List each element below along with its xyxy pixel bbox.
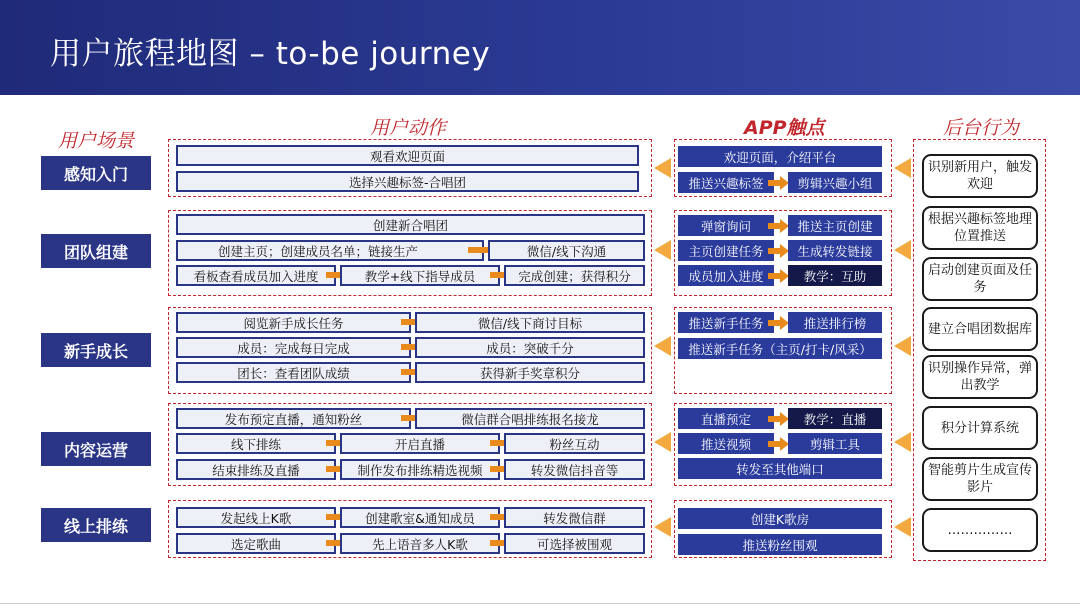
- action-step: 微信群合唱排练报名接龙: [415, 408, 645, 429]
- touchpoint: 推送新手任务: [678, 312, 774, 333]
- touchpoint: 直播预定: [678, 408, 774, 429]
- footer-divider: [0, 603, 1080, 604]
- scene-content-operation: 内容运营: [41, 432, 151, 466]
- column-heading-backend: 后台行为: [943, 117, 1020, 139]
- backend-box: 智能剪片生成宣传影片: [922, 457, 1038, 501]
- action-step: 获得新手奖章积分: [415, 362, 645, 383]
- backend-box: ……………: [922, 508, 1038, 552]
- scene-awareness: 感知入门: [41, 156, 151, 190]
- page-title: 用户旅程地图 – to-be journey: [50, 36, 491, 72]
- scene-online-rehearsal: 线上排练: [41, 508, 151, 542]
- touchpoint: 弹窗询问: [678, 215, 774, 236]
- column-heading-action: 用户动作: [370, 117, 447, 139]
- action-step: 教学+线下指导成员: [340, 265, 500, 286]
- action-step: 粉丝互动: [504, 433, 645, 454]
- action-step: 成员：完成每日完成: [176, 337, 411, 358]
- touchpoint: 欢迎页面，介绍平台: [678, 146, 882, 167]
- arrow-left-icon: [894, 336, 911, 356]
- arrow-left-icon: [654, 432, 671, 452]
- column-heading-touch: APP触点: [744, 117, 825, 139]
- action-step: 微信/线下商讨目标: [415, 312, 645, 333]
- touchpoint: 教学：互助: [788, 265, 882, 286]
- action-step: 选择兴趣标签-合唱团: [176, 171, 639, 192]
- action-step: 观看欢迎页面: [176, 145, 639, 166]
- action-step: 转发微信群: [504, 507, 645, 528]
- arrow-left-icon: [654, 240, 671, 260]
- action-step: 转发微信抖音等: [504, 459, 645, 480]
- action-step: 选定歌曲: [176, 533, 336, 554]
- backend-box: 启动创建页面及任务: [922, 257, 1038, 301]
- arrow-right-icon: [768, 269, 788, 283]
- arrow-right-icon: [768, 219, 788, 233]
- action-step: 完成创建；获得积分: [504, 265, 645, 286]
- arrow-left-icon: [894, 158, 911, 178]
- action-step: 先上语音多人K歌: [340, 533, 500, 554]
- backend-box: 建立合唱团数据库: [922, 307, 1038, 351]
- action-step: 看板查看成员加入进度: [176, 265, 336, 286]
- touchpoint: 教学：直播: [788, 408, 882, 429]
- touchpoint: 推送主页创建: [788, 215, 882, 236]
- arrow-left-icon: [654, 336, 671, 356]
- backend-box: 识别操作异常，弹出教学: [922, 355, 1038, 399]
- arrow-left-icon: [894, 432, 911, 452]
- arrow-left-icon: [654, 158, 671, 178]
- action-step: 创建主页；创建成员名单；链接生产: [176, 240, 484, 261]
- column-heading-scene: 用户场景: [58, 130, 135, 152]
- arrow-right-icon: [768, 437, 788, 451]
- action-step: 结束排练及直播: [176, 459, 336, 480]
- arrow-right-icon: [768, 176, 788, 190]
- action-step: 微信/线下沟通: [488, 240, 645, 261]
- action-step: 创建歌室&通知成员: [340, 507, 500, 528]
- scene-team-building: 团队组建: [41, 234, 151, 268]
- touchpoint: 推送视频: [678, 433, 774, 454]
- touchpoint: 推送兴趣标签: [678, 172, 774, 193]
- arrow-right-icon: [768, 316, 788, 330]
- arrow-left-icon: [894, 240, 911, 260]
- touchpoint: 推送粉丝围观: [678, 534, 882, 555]
- title-banner: [0, 0, 1080, 95]
- action-step: 可选择被围观: [504, 533, 645, 554]
- action-step: 线下排练: [176, 433, 336, 454]
- action-step: 阅览新手成长任务: [176, 312, 411, 333]
- touchpoint: 剪辑兴趣小组: [788, 172, 882, 193]
- arrow-right-icon: [768, 412, 788, 426]
- touchpoint: 创建K歌房: [678, 508, 882, 529]
- backend-box: 识别新用户，触发欢迎: [922, 154, 1038, 198]
- touchpoint: 成员加入进度: [678, 265, 774, 286]
- action-step: 发布预定直播，通知粉丝: [176, 408, 411, 429]
- action-step: 成员：突破千分: [415, 337, 645, 358]
- arrow-left-icon: [894, 517, 911, 537]
- action-step: 团长：查看团队成绩: [176, 362, 411, 383]
- touchpoint: 生成转发链接: [788, 240, 882, 261]
- touchpoint: 转发至其他端口: [678, 458, 882, 479]
- arrow-right-icon: [768, 244, 788, 258]
- action-step: 创建新合唱团: [176, 214, 645, 235]
- scene-newbie-growth: 新手成长: [41, 333, 151, 367]
- touchpoint: 推送新手任务（主页/打卡/风采）: [678, 338, 882, 359]
- arrow-left-icon: [654, 517, 671, 537]
- backend-box: 根据兴趣标签地理位置推送: [922, 206, 1038, 250]
- action-step: 制作发布排练精选视频: [340, 459, 500, 480]
- action-step: 发起线上K歌: [176, 507, 336, 528]
- touchpoint: 推送排行榜: [788, 312, 882, 333]
- action-step: 开启直播: [340, 433, 500, 454]
- backend-box: 积分计算系统: [922, 406, 1038, 450]
- touchpoint: 主页创建任务: [678, 240, 774, 261]
- touchpoint: 剪辑工具: [788, 433, 882, 454]
